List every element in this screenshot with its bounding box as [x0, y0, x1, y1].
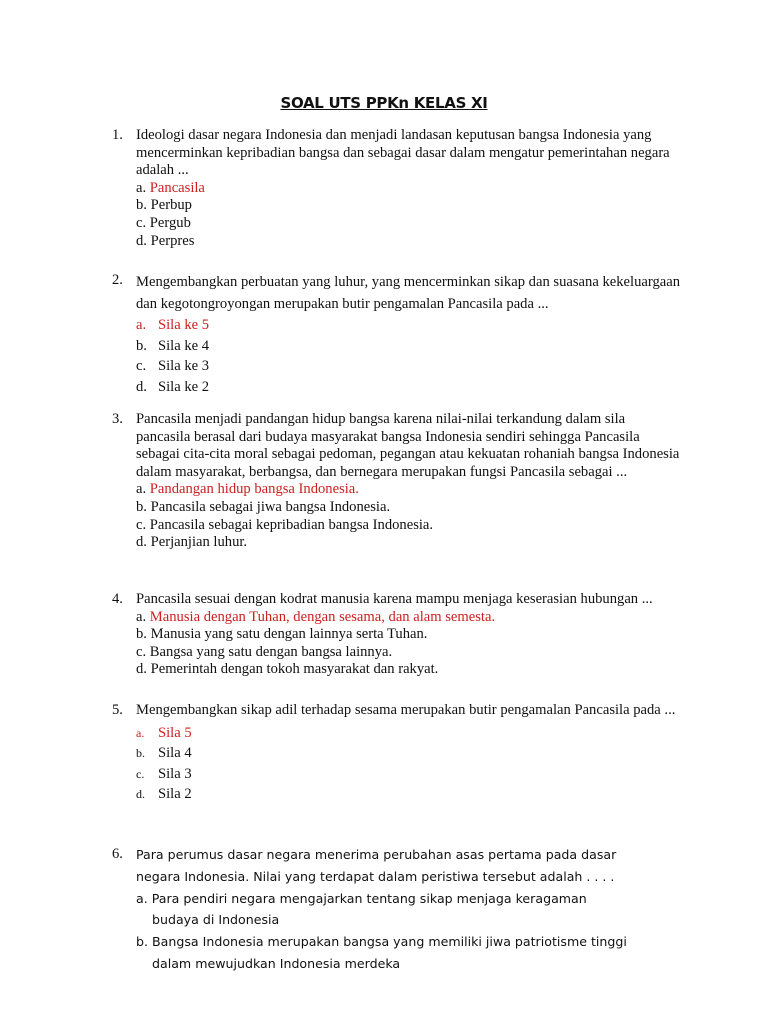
question-number: 2.: [112, 272, 123, 288]
question-text: Mengembangkan sikap adil terhadap sesama merupakan butir pengamalan Pancasila pada ...: [136, 702, 676, 718]
option-b: b. Sila 4: [136, 745, 192, 762]
option-d: d. Perpres: [136, 232, 195, 249]
correct-answer: Sila ke 5: [158, 317, 210, 333]
option-b: b. Pancasila sebagai jiwa bangsa Indonesia.: [136, 498, 391, 515]
question-5: [112, 702, 680, 805]
option-d: d. Sila 2: [136, 786, 192, 803]
question-number: 6.: [112, 846, 123, 862]
option-a: a. Sila 5: [136, 724, 192, 741]
correct-answer: Pandangan hidup bangsa Indonesia.: [149, 481, 359, 498]
option-d: d. Perjanjian luhur.: [136, 534, 248, 551]
option-c: c. Pergub: [136, 214, 191, 231]
correct-answer: Manusia dengan Tuhan, dengan sesama, dan alam semesta.: [149, 608, 496, 625]
question-text: Mengembangkan perbuatan yang luhur, yang mencerminkan sikap dan suasana kekeluargaan dan kegotongroyongan merupakan butir pengamalan Pancasila pada ...: [136, 274, 680, 312]
question-text: Para perumus dasar negara menerima perubahan asas pertama pada dasar negara Indonesia. Nilai yang terdapat dalam peristiwa tersebut adalah . . . .: [136, 847, 617, 884]
question-3: [112, 411, 680, 552]
option-b: b. Manusia yang satu dengan lainnya serta Tuhan.: [136, 626, 428, 643]
option-a: a. Pandangan hidup bangsa Indonesia.: [136, 481, 359, 498]
option-c: c. Pancasila sebagai kepribadian bangsa Indonesia.: [136, 516, 434, 533]
option-b: b. Sila ke 4: [136, 337, 210, 354]
page-title: SOAL UTS PPKn KELAS XI: [280, 94, 488, 112]
question-1: [112, 127, 680, 250]
option-d: d. Pemerintah dengan tokoh masyarakat dan rakyat.: [136, 661, 439, 678]
question-text: Ideologi dasar negara Indonesia dan menjadi landasan keputusan bangsa Indonesia yang mencerminkan kepribadian bangsa dan sebagai dasar dalam mengatur pemerintahan negara adalah ...: [136, 127, 670, 179]
question-6: [112, 844, 632, 975]
question-number: 1.: [112, 127, 123, 143]
option-d: d. Sila ke 2: [136, 378, 210, 395]
question-text: Pancasila sesuai dengan kodrat manusia karena mampu menjaga keserasian hubungan ...: [136, 591, 653, 607]
option-a: a. Para pendiri negara mengajarkan tentang sikap menjaga keragaman budaya di Indonesia: [136, 890, 587, 928]
option-b: b. Perbup: [136, 197, 192, 214]
correct-answer: Pancasila: [149, 179, 205, 196]
option-a: a. Manusia dengan Tuhan, dengan sesama, dan alam semesta.: [136, 608, 496, 625]
question-number: 5.: [112, 702, 123, 718]
option-c: c. Bangsa yang satu dengan bangsa lainnya.: [136, 643, 393, 660]
correct-answer: Sila 5: [158, 724, 192, 741]
question-4: [112, 591, 680, 679]
question-number: 3.: [112, 411, 123, 427]
option-a: a. Pancasila: [136, 179, 205, 196]
option-c: c. Sila 3: [136, 765, 192, 782]
question-2: [112, 272, 680, 397]
option-b: b. Bangsa Indonesia merupakan bangsa yang memiliki jiwa patriotisme tinggi dalam mewujudkan Indonesia merdeka: [136, 934, 627, 971]
question-text: Pancasila menjadi pandangan hidup bangsa karena nilai-nilai terkandung dalam sila pancasila berasal dari budaya masyarakat bangsa Indonesia sendiri sehingga Pancasila sebagai cita-cita moral sebagai pedoman, pegangan atau kekuatan rohaniah bangsa Indonesia dalam masyarakat, berbangsa, dan bernegara merupakan fungsi Pancasila sebagai ...: [136, 411, 680, 480]
question-number: 4.: [112, 591, 123, 607]
option-a: a. Sila ke 5: [136, 317, 210, 333]
option-c: c. Sila ke 3: [136, 358, 210, 374]
